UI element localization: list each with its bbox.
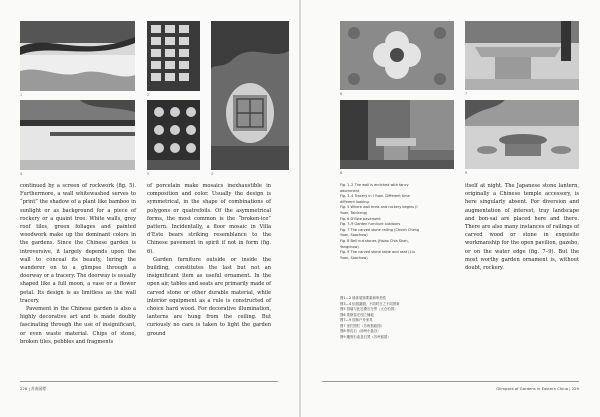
captions-english	[340, 183, 424, 261]
caption: 图8 钟乳石（扬州小盘谷）	[340, 329, 381, 333]
paragraph: Pavement in the Chinese garden is also a highly decorative art and is made doubly fascinating through the use of insignificant, or even waste material. Chips of stone, broken tiles, pebbles and fragments	[20, 306, 136, 345]
figure-9-image	[465, 100, 579, 169]
caption: Fig. 5 Where wall ends and rockery begins (I Yuan, Taicheng)	[340, 205, 418, 215]
figure-2-number: 2	[147, 93, 150, 97]
footer-rule	[322, 381, 579, 382]
figure-6-number: 6	[340, 92, 343, 96]
paragraph: itself at night. The Japanese stone lantern, originally a Chinese temple accessory, is here singularly absent. For diversion and augmentation of interest, tray landscape and bon-sai are placed here and there. There are also many instances of railings of carved wood or stone in exquisite workmanship for the open pavilion, gazebo, or on the water edge (fig. 7–9). But the most worthy garden ornament is, without doubt, rockery.	[465, 183, 579, 272]
figure-7-number: 7	[465, 92, 468, 96]
figure-4	[20, 100, 135, 170]
figure-3-image	[211, 21, 289, 170]
figure-3	[211, 21, 289, 170]
figure-6-image	[340, 21, 454, 90]
caption: Fig. 3–4 Tracery in I Yuan. Different time different looking	[340, 194, 410, 204]
figure-1	[20, 21, 135, 91]
figure-9-number: 9	[465, 171, 468, 175]
figure-5-number: 5	[147, 172, 150, 176]
figure-1-number: 1	[20, 93, 23, 97]
right-page	[301, 0, 600, 417]
figure-6	[340, 21, 454, 90]
caption: 图1—2 墙体装饰要素和审美性	[340, 296, 387, 300]
figure-3-number: 3	[211, 172, 214, 176]
caption: Fig. 8 Bell nut stones (Hsiao Chia Shan, Yangchow)	[340, 238, 409, 249]
paragraph: continued by a screen of rockwork (fig. 5). Furthermore, a wall whitewashed serves to “print” the shadow of a plant like bamboo in sunlight or as background for a piece of rockery or a quaint tree. White walls, grey roof tiles, green foliages and painted woodwork make up the dominant colors in the gardens. Since the Chinese garden is introversive, it largely depends upon the wall to conceal its beauty, luring the wanderer on to a glimpse through a doorway or a tracery. The doorway is usually shaped like a full moon, a vase or a flower petal. Its design is as limitless as the wall tracery.	[20, 183, 137, 304]
figure-9	[465, 100, 579, 169]
figure-8-number: 8	[340, 171, 343, 175]
caption: Fig. 6 D’Este pavement	[340, 216, 381, 221]
figure-2-image	[147, 21, 200, 91]
figure-2	[147, 21, 200, 91]
caption: 图3—4 怡园漏窗，不同时日之不同景象	[340, 301, 400, 306]
caption: Fig. 1–2 The wall is enriched with fancy adornment	[340, 183, 409, 193]
figure-8	[340, 100, 454, 169]
caption: 图5 园墙与此后叠石分界（太仓怡园）	[340, 307, 398, 311]
figure-4-number: 4	[20, 172, 23, 176]
left-page	[0, 0, 299, 417]
caption: 图7 坐栏围栏（苏州拙政园）	[340, 323, 384, 328]
captions-chinese	[340, 296, 440, 340]
left-folio: 228 | 苏南园墅	[20, 386, 47, 391]
caption: 图7—9 园林户外家具	[340, 318, 373, 322]
paragraph: Garden furniture outside or inside the building, constitutes the last but not an insignificant item as useful ornament. In the open air, tables and seats are primarily made of carved stone or other durable material, while interior equipment as a rule is constructed of choice hard wood. For decorative illumination, lanterns are hung from the ceiling. But curiously no care is taken to light the garden ground	[147, 256, 271, 337]
figure-7-image	[465, 21, 579, 90]
caption: 图9 雕刻石桌及石凳（苏州留园）	[340, 334, 391, 339]
caption: Fig. 7–9 Garden furniture outdoors	[340, 222, 401, 227]
figure-5	[147, 100, 200, 170]
caption: Fig. 9 The carved stone table and seat (Liu Yuan, Soochow)	[340, 250, 415, 260]
right-folio: Glimpses of Gardens in Eastern China | 229	[496, 386, 579, 391]
figure-5-image	[147, 100, 200, 170]
body-column-3	[465, 182, 579, 272]
figure-4-image	[20, 100, 135, 170]
caption: 图6 埃斯泰庄园之铺地	[340, 312, 374, 317]
figure-1-image	[20, 21, 135, 91]
footer-rule	[20, 381, 278, 382]
figure-7	[465, 21, 579, 90]
paragraph: of porcelain make mosaics inexhaustible in composition and color. Usually the design is symmetrical, in the shape of combinations of polygons or quatrefoils. Of the asymmetrical forms, the most common is the “broken-ice” pattern. Incidentally, a floor mosaic in Villa d’Este bears striking resemblance to the Chinese pavement in spirit if not in form (fig. 6).	[147, 183, 271, 255]
body-column-2	[147, 182, 271, 338]
figure-8-image	[340, 100, 454, 169]
caption: Fig. 7 The carved stone railing (Chueh Cheng Yuan, Soochow)	[340, 227, 420, 238]
body-column-1	[20, 182, 136, 346]
